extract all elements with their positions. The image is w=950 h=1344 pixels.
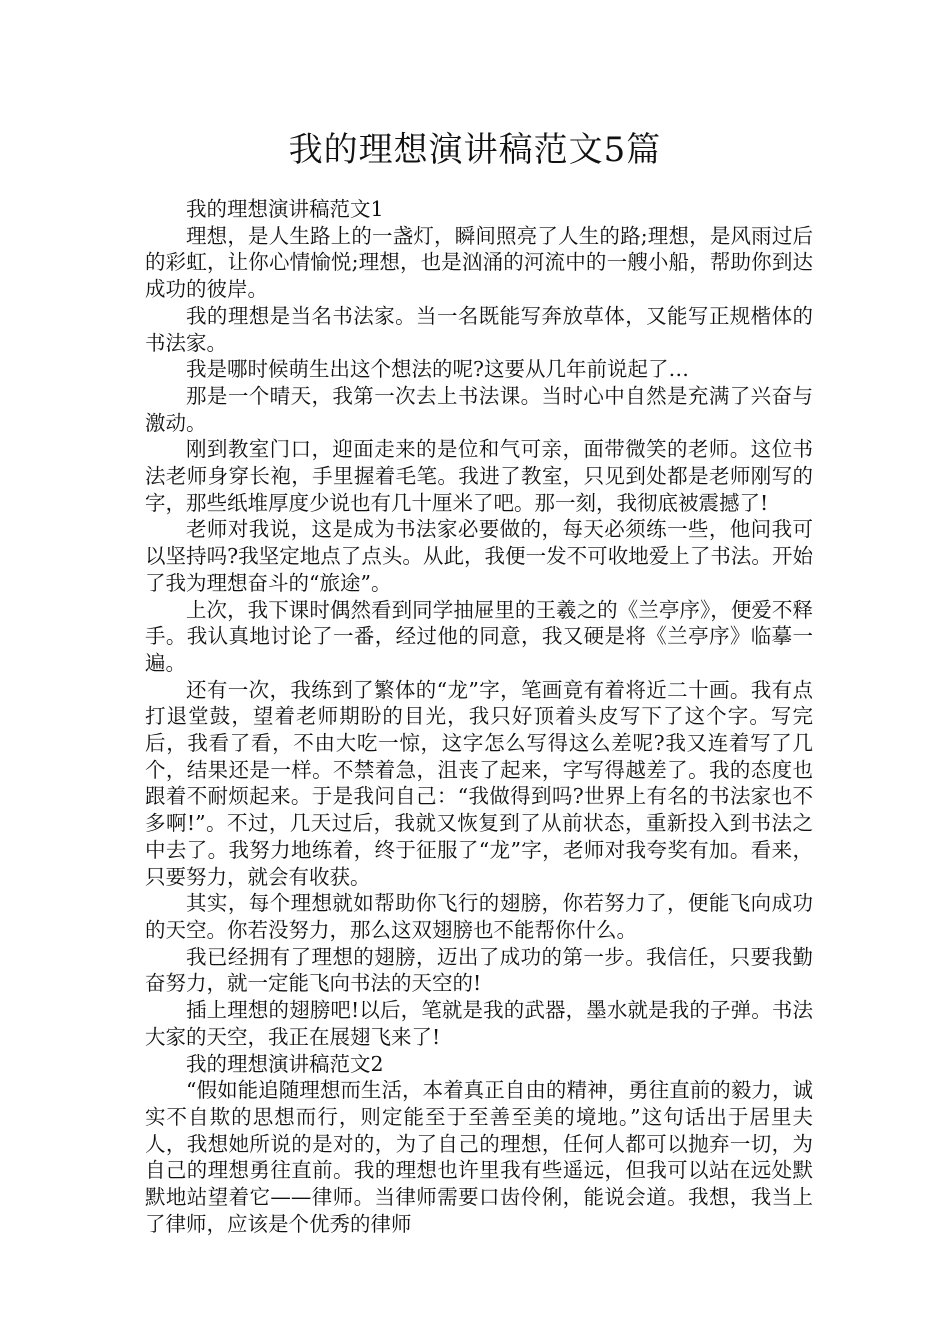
paragraph: 我的理想是当名书法家。当一名既能写奔放草体，又能写正规楷体的书法家。	[145, 303, 813, 355]
document-body	[145, 196, 813, 1237]
paragraph: 还有一次，我练到了繁体的“龙”字，笔画竟有着将近二十画。我有点打退堂鼓，望着老师期盼的目光，我只好顶着头皮写下了这个字。写完后，我看了看，不由大吃一惊，这字怎么写得这么差呢?我又连着写了几个，结果还是一样。不禁着急，沮丧了起来，字写得越差了。我的态度也跟着不耐烦起来。于是我问自己：“我做得到吗?世界上有名的书法家也不多啊!”。不过，几天过后，我就又恢复到了从前状态，重新投入到书法之中去了。我努力地练着，终于征服了“龙”字，老师对我夸奖有加。看来，只要努力，就会有收获。	[145, 677, 813, 889]
paragraph: 那是一个晴天，我第一次去上书法课。当时心中自然是充满了兴奋与激动。	[145, 383, 813, 435]
document-title: 我的理想演讲稿范文5篇	[288, 130, 662, 170]
paragraph: 我已经拥有了理想的翅膀，迈出了成功的第一步。我信任，只要我勤奋努力，就一定能飞向书法的天空的!	[145, 944, 813, 996]
section-heading: 我的理想演讲稿范文1	[186, 197, 384, 221]
paragraph: 其实，每个理想就如帮助你飞行的翅膀，你若努力了，便能飞向成功的天空。你若没努力，那么这双翅膀也不能帮你什么。	[145, 891, 813, 942]
paragraph: 理想，是人生路上的一盏灯，瞬间照亮了人生的路;理想，是风雨过后的彩虹，让你心情愉悦;理想，也是汹涌的河流中的一艘小船，帮助你到达成功的彼岸。	[145, 223, 813, 302]
paragraph: 我是哪时候萌生出这个想法的呢?这要从几年前说起了…	[186, 357, 689, 382]
paragraph: 老师对我说，这是成为书法家必要做的，每天必须练一些，他问我可以坚持吗?我坚定地点了点头。从此，我便一发不可收地爱上了书法。开始了我为理想奋斗的“旅途”。	[145, 517, 813, 595]
section-heading: 我的理想演讲稿范文2	[186, 1051, 384, 1076]
paragraph: 上次，我下课时偶然看到同学抽屉里的王羲之的《兰亭序》，便爱不释手。我认真地讨论了一番，经过他的同意，我又硬是将《兰亭序》临摹一遍。	[145, 597, 813, 675]
paragraph: 刚到教室门口，迎面走来的是位和气可亲，面带微笑的老师。这位书法老师身穿长袍，手里握着毛笔。我进了教室，只见到处都是老师刚写的字，那些纸堆厚度少说也有几十厘米了吧。那一刻，我彻底被震撼了!	[145, 437, 813, 515]
paragraph: 插上理想的翅膀吧!以后，笔就是我的武器，墨水就是我的子弹。书法大家的天空，我正在展翅飞来了!	[145, 998, 813, 1049]
paragraph: “假如能追随理想而生活，本着真正自由的精神，勇往直前的毅力，诚实不自欺的思想而行，则定能至于至善至美的境地。”这句话出于居里夫人，我想她所说的是对的，为了自己的理想，任何人都可以抛弃一切，为自己的理想勇往直前。我的理想也许里我有些遥远，但我可以站在远处默默地站望着它——律师。当律师需要口齿伶俐，能说会道。我想，我当上了律师，应该是个优秀的律师	[145, 1078, 813, 1236]
